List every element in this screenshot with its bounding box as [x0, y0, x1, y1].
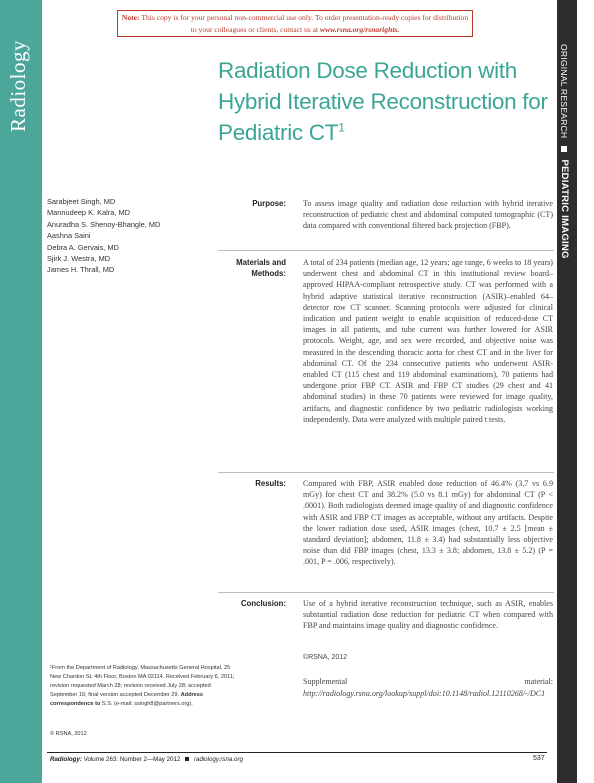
affiliation-footnote — [50, 664, 238, 709]
footnote-text: ¹From the Department of Radiology, Massachusetts General Hospital, 25 New Chardon St, 4th Floor, Boston MA 02114. Received February 6, 2011; revision requested March 28; revision received July 28; accepted September 16; final version accepted December 29. — [50, 665, 235, 698]
section-divider — [218, 592, 554, 593]
footer-journal: Radiology: — [50, 756, 82, 763]
author: Sjirk J. Westra, MD — [47, 254, 111, 264]
notice-text: This copy is for your personal non-commercial use only. To order presentation-ready copies for distribution to your colleagues or clients, contact us at — [141, 13, 469, 34]
rights-notice — [117, 10, 473, 37]
author: Sarabjeet Singh, MD — [47, 197, 116, 206]
author: Aashna Saini — [47, 231, 91, 241]
section-category: ORIGINAL RESEARCH — [559, 44, 569, 139]
methods-text: A total of 234 patients (median age, 12 years; age range, 6 weeks to 18 years) underwent chest and abdominal CT in this institutional review board–approved HIPAA-compliant retrospective study. CT was performed with a hybrid adaptive statistical iterative reconstruction (ASIR)–enabled 64–detector row CT scanner. Scanning protocols were adjusted for clinical indication and patient weight to enable acquisition of reduced-dose CT images in all patients, and tube current was further lowered for ASIR protocols. Weight, age, and sex were recorded, and objective noise was measured in the descending thoracic aorta for chest CT and in the liver for abdominal CT. Of the 234 consecutive patients who underwent ASIR-enabled CT (115 chest and 119 abdominal examinations), 70 patients had undergone prior FBP CT. ASIR and FBP CT studies (29 chest and 41 abdominal studies) in these 70 patients were reviewed for image quality, artifacts, and diagnostic confidence by two pediatric radiologists working independently. Data were analyzed with multiple paired t tests. — [303, 258, 553, 424]
purpose-label: Purpose: — [252, 199, 286, 208]
conclusion-label: Conclusion: — [240, 599, 286, 608]
notice-prefix: Note: — [121, 13, 140, 22]
results-label: Results: — [255, 479, 286, 488]
footnote-correspondence-label: Address correspondence to — [50, 691, 203, 707]
methods-label-line2: Methods: — [251, 269, 286, 279]
article-title-text: Radiation Dose Reduction with Hybrid Iterative Reconstruction for Pediatric CT — [218, 58, 548, 145]
page-number: 537 — [533, 755, 545, 762]
page-footer — [50, 756, 243, 763]
footer-url[interactable]: radiology.rsna.org — [193, 756, 243, 763]
footnote-correspondence: S.S. (e-mail: ssingh8@partners.org). — [101, 700, 193, 707]
notice-link[interactable]: www.rsna.org/rsnarights. — [320, 25, 400, 34]
results-text: Compared with FBP, ASIR enabled dose reduction of 46.4% (3.7 vs 6.9 mGy) for chest CT and 38.2% (5.0 vs 8.1 mGy) for abdominal CT (P < .0001). Both radiologists deemed image quality of and diagnostic confidence with ASIR and FBP CT images as acceptable, without any artifacts. Despite the lower radiation dose used, ASIR images (chest, 10.7 ± 2.5 [mean ± standard deviation]; abdomen, 11.8 ± 3.4) had substantially less objective noise than did FBP images (chest, 13.3 ± 3.8; abdomen, 13.8 ± 5.2) (P = .001, P = .006, respectively). — [303, 479, 553, 567]
footnote-copyright: © RSNA, 2012 — [50, 731, 87, 737]
section-divider — [218, 472, 554, 473]
supplemental-link[interactable]: http://radiology.rsna.org/lookup/suppl/doi:10.1148/radiol.12110268/-/DC1 — [303, 688, 546, 698]
purpose-text: To assess image quality and radiation dose reduction with hybrid iterative reconstruction of pediatric chest and abdominal computed tomographic (CT) data compared with conventional filtered back projection (FBP). — [303, 199, 553, 231]
author: James H. Thrall, MD — [47, 265, 115, 275]
author: Debra A. Gervais, MD — [47, 242, 119, 252]
author: Anuradha S. Shenoy-Bhangle, MD — [47, 219, 161, 229]
journal-name-vertical: Radiology — [6, 40, 30, 132]
section-divider — [218, 250, 554, 251]
footer-bullet-icon — [185, 757, 189, 761]
conclusion-text: Use of a hybrid iterative reconstruction technique, such as ASIR, enables substantial radiation dose reduction for pediatric CT when compared with FBP and maintains image quality and diagnostic confidence. — [303, 599, 553, 631]
methods-label — [218, 257, 286, 279]
methods-label-line1: Materials and — [236, 258, 286, 267]
author-list — [47, 196, 217, 276]
article-title — [218, 55, 554, 148]
supplemental-label: Supplemental material: — [303, 677, 553, 686]
footer-volume: Volume 263: Number 2—May 2012 — [83, 756, 181, 763]
title-footnote-mark: 1 — [338, 120, 345, 135]
section-label — [559, 44, 570, 274]
supplemental-material — [303, 676, 553, 699]
rsna-copyright: ©RSNA, 2012 — [303, 654, 348, 661]
author: Mannudeep K. Kalra, MD — [47, 208, 130, 218]
section-separator-square — [561, 146, 567, 152]
footer-rule — [47, 752, 547, 753]
section-subcategory: PEDIATRIC IMAGING — [559, 159, 570, 259]
